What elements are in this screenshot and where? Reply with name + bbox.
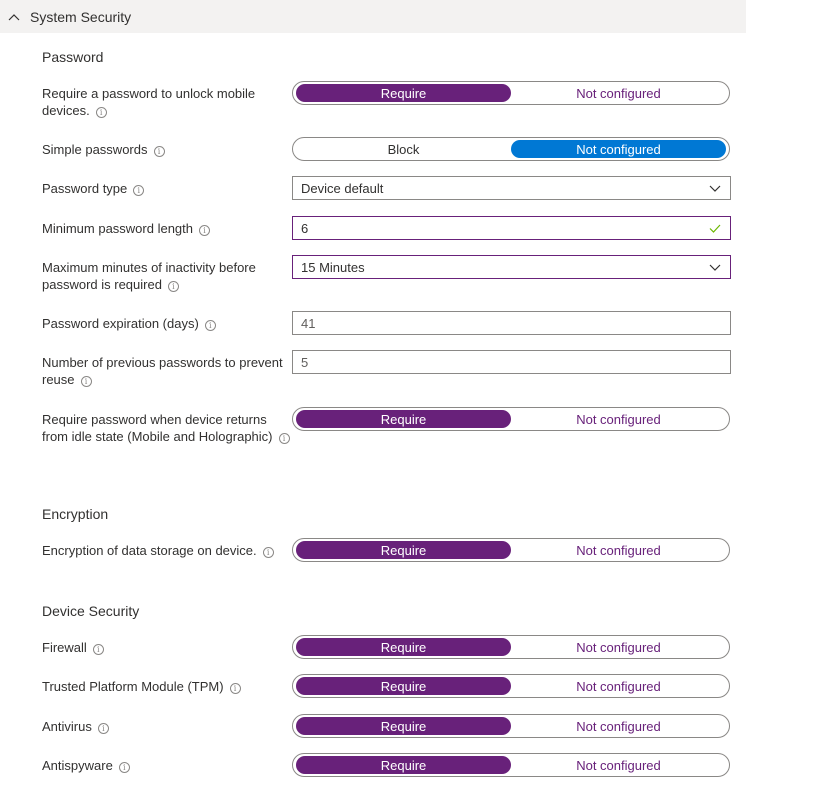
info-icon[interactable]: i [81, 376, 92, 387]
idle-return-label [42, 411, 292, 445]
password-type-label-text: Password type [42, 181, 128, 196]
info-icon[interactable]: i [154, 146, 165, 157]
info-icon[interactable]: i [205, 320, 216, 331]
simple-passwords-label [42, 141, 292, 158]
chevron-up-icon [7, 10, 21, 24]
not-configured-option[interactable]: Not configured [576, 718, 661, 734]
not-configured-option[interactable]: Not configured [576, 678, 661, 694]
min-length-label [42, 220, 292, 237]
section-header-title: System Security [30, 8, 132, 25]
password-type-dropdown[interactable] [292, 176, 731, 200]
info-icon[interactable]: i [119, 762, 130, 773]
expiration-label [42, 315, 292, 332]
not-configured-option[interactable]: Not configured [576, 85, 661, 101]
info-icon[interactable]: i [93, 644, 104, 655]
antivirus-label-text: Antivirus [42, 719, 92, 734]
not-configured-option[interactable]: Not configured [511, 140, 726, 158]
max-inactivity-dropdown[interactable] [292, 255, 731, 279]
encryption-storage-label [42, 542, 292, 559]
antivirus-toggle[interactable] [292, 714, 730, 738]
not-configured-option[interactable]: Not configured [576, 757, 661, 773]
max-inactivity-label-text: Maximum minutes of inactivity before password is required [42, 260, 256, 292]
min-length-value: 6 [301, 220, 309, 236]
expiration-label-text: Password expiration (days) [42, 316, 199, 331]
not-configured-option[interactable]: Not configured [576, 411, 661, 427]
info-icon[interactable]: i [199, 225, 210, 236]
chevron-down-icon[interactable] [703, 177, 727, 199]
antispyware-label-text: Antispyware [42, 758, 113, 773]
not-configured-option[interactable]: Not configured [576, 639, 661, 655]
info-icon[interactable]: i [168, 281, 179, 292]
require-option[interactable]: Require [296, 677, 511, 695]
info-icon[interactable]: i [263, 547, 274, 558]
antispyware-label [42, 757, 292, 774]
prev-passwords-value: 5 [301, 354, 309, 370]
prev-passwords-input[interactable] [292, 350, 731, 374]
expiration-input[interactable] [292, 311, 731, 335]
min-length-input[interactable] [292, 216, 731, 240]
encryption-section-title: Encryption [42, 506, 109, 522]
password-type-label [42, 180, 292, 197]
system-security-section-header[interactable] [0, 0, 746, 33]
prev-passwords-label [42, 354, 292, 388]
require-option[interactable]: Require [296, 84, 511, 102]
require-option[interactable]: Require [296, 541, 511, 559]
max-inactivity-value: 15 Minutes [301, 259, 365, 275]
antivirus-label [42, 718, 292, 735]
require-password-toggle[interactable] [292, 81, 730, 105]
info-icon[interactable]: i [230, 683, 241, 694]
require-option[interactable]: Require [296, 410, 511, 428]
require-option[interactable]: Require [296, 638, 511, 656]
encryption-storage-label-text: Encryption of data storage on device. [42, 543, 257, 558]
info-icon[interactable]: i [98, 723, 109, 734]
prev-passwords-label-text: Number of previous passwords to prevent reuse [42, 355, 283, 387]
antispyware-toggle[interactable] [292, 753, 730, 777]
min-length-label-text: Minimum password length [42, 221, 194, 236]
checkmark-icon [703, 217, 727, 239]
max-inactivity-label [42, 259, 292, 293]
block-option[interactable]: Block [387, 141, 420, 157]
encryption-storage-toggle[interactable] [292, 538, 730, 562]
require-password-label [42, 85, 292, 119]
info-icon[interactable]: i [279, 433, 290, 444]
tpm-label [42, 678, 292, 695]
not-configured-option[interactable]: Not configured [576, 542, 661, 558]
info-icon[interactable]: i [133, 185, 144, 196]
simple-passwords-toggle[interactable] [292, 137, 730, 161]
require-option[interactable]: Require [296, 717, 511, 735]
expiration-value: 41 [301, 315, 316, 331]
require-option[interactable]: Require [296, 756, 511, 774]
info-icon[interactable]: i [96, 107, 107, 118]
simple-passwords-label-text: Simple passwords [42, 142, 148, 157]
idle-return-toggle[interactable] [292, 407, 730, 431]
firewall-label-text: Firewall [42, 640, 87, 655]
require-password-label-text: Require a password to unlock mobile devices. [42, 86, 256, 118]
firewall-label [42, 639, 292, 656]
password-type-value: Device default [301, 180, 384, 196]
chevron-down-icon[interactable] [703, 256, 727, 278]
tpm-label-text: Trusted Platform Module (TPM) [42, 679, 224, 694]
device-security-section-title: Device Security [42, 603, 140, 619]
idle-return-label-text: Require password when device returns from idle state (Mobile and Holographic) [42, 412, 273, 444]
password-section-title: Password [42, 49, 104, 65]
firewall-toggle[interactable] [292, 635, 730, 659]
tpm-toggle[interactable] [292, 674, 730, 698]
